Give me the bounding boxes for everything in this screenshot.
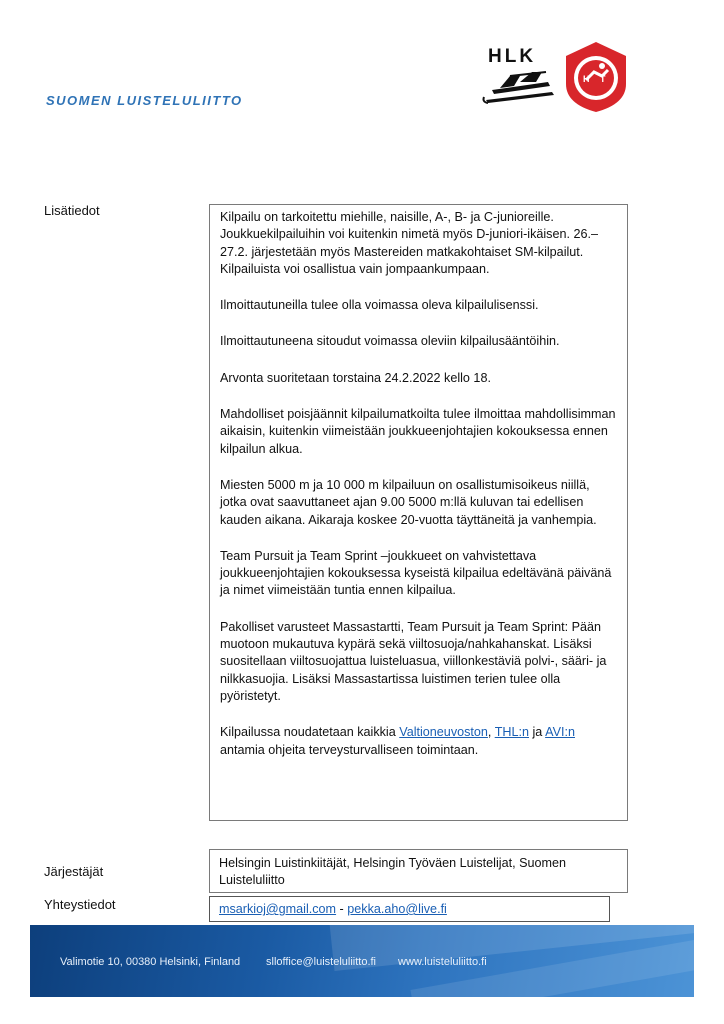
contacts-box <box>209 896 610 922</box>
thl-link[interactable]: THL:n <box>494 725 529 740</box>
skate-icon <box>480 42 560 112</box>
contact-email-1-link[interactable]: msarkioj@gmail.com <box>219 902 337 916</box>
footer-website: www.luisteluliitto.fi <box>398 956 487 968</box>
footer-banner <box>30 925 694 997</box>
info-p9-sep2: ja <box>529 725 546 740</box>
info-paragraph-7: Team Pursuit ja Team Sprint –joukkueet on vahvistettava joukkueenjohtajien kokouksessa kyseistä kilpailua edeltävänä päivänä ja nimet viimeistään tuntia ennen kilpailua. <box>220 548 612 598</box>
avi-link[interactable]: AVI:n <box>545 725 575 740</box>
ht-logo-letters: H T <box>583 74 610 84</box>
footer-email: slloffice@luisteluliitto.fi <box>266 956 377 968</box>
ht-logo <box>562 38 630 114</box>
info-p9-sep1: , <box>487 725 495 740</box>
yhteystiedot-label: Yhteystiedot <box>44 897 116 912</box>
info-paragraph-5: Mahdolliset poisjäännit kilpailumatkoilta tulee ilmoittaa mahdollisimman aikaisin, kuitenkin viimeistään joukkueenjohtajien kokouksessa ennen kilpailun alkua. <box>220 407 616 456</box>
info-box <box>209 204 628 821</box>
footer-address: Valimotie 10, 00380 Helsinki, Finland <box>60 956 241 968</box>
info-paragraph-2: Ilmoittautuneilla tulee olla voimassa oleva kilpailulisenssi. <box>220 298 539 313</box>
info-paragraph-4: Arvonta suoritetaan torstaina 24.2.2022 kello 18. <box>220 370 491 385</box>
jarjestajat-label: Järjestäjät <box>44 864 104 879</box>
info-paragraph-1: Kilpailu on tarkoitettu miehille, naisille, A-, B- ja C-junioreille. Joukkuekilpailuihin voi kuitenkin nimetä myös D-juniori-ikäisen. 26.–27.2. järjestetään myös Mastereiden matkakohtaiset SM-kilpailut. Kilpailuista voi osallistua vain jompaankumpaan. <box>220 210 598 276</box>
info-paragraph-8: Pakolliset varusteet Massastartti, Team Pursuit ja Team Sprint: Pään muotoon mukautuva kypärä sekä viiltosuoja/nahkahanskat. Lisäksi suositellaan viiltosuojattua luisteluasua, viillonkestäviä polvi-, sääri- ja nilkkasuojia. Lisäksi Massastartissa luistimen terien tulee olla pyöristetyt. <box>220 619 607 703</box>
hlk-logo-text: HLK <box>488 46 537 67</box>
organizers-box: Helsingin Luistinkiitäjät, Helsingin Työväen Luistelijat, Suomen Luisteluliitto <box>209 849 628 893</box>
contact-separator: - <box>336 902 348 916</box>
contact-email-2-link[interactable]: pekka.aho@live.fi <box>347 902 447 916</box>
info-p9-end: antamia ohjeita terveysturvalliseen toimintaan. <box>220 742 479 757</box>
valtioneuvosto-link[interactable]: Valtioneuvoston <box>399 725 488 740</box>
hlk-logo <box>480 42 560 112</box>
info-paragraph-3: Ilmoittautuneena sitoudut voimassa oleviin kilpailusääntöihin. <box>220 334 560 349</box>
ht-logo-year: 1929 <box>589 52 603 58</box>
info-paragraph-9 <box>220 724 618 759</box>
info-paragraph-6: Miesten 5000 m ja 10 000 m kilpailuun on osallistumisoikeus niillä, jotka ovat saavuttaneet ajan 9.00 5000 m:llä kuluvan tai edellisen kauden aikana. Aikaraja koskee 20-vuotta täyttäneitä ja vanhempia. <box>220 477 597 527</box>
lisatiedot-label: Lisätiedot <box>44 203 100 218</box>
info-p9-start: Kilpailussa noudatetaan kaikkia <box>220 725 400 740</box>
org-name: SUOMEN LUISTELULIITTO <box>46 93 243 108</box>
